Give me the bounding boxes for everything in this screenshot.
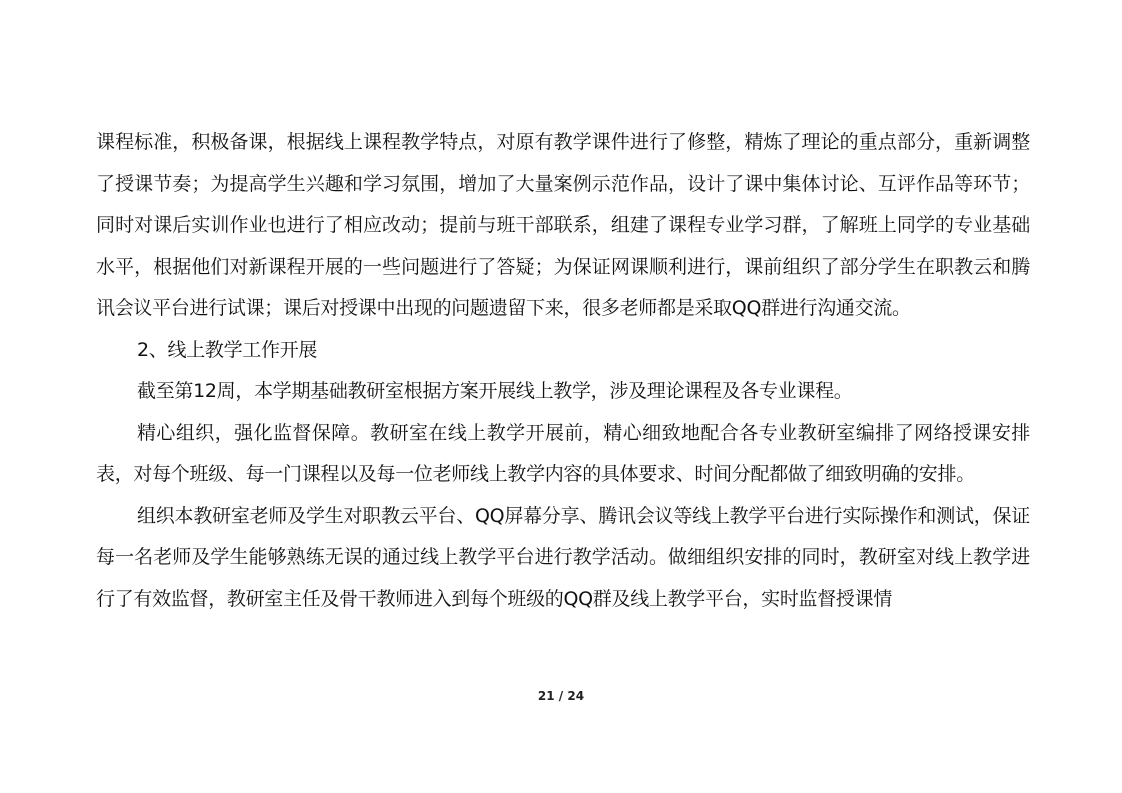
paragraph-week-summary: 截至第12周，本学期基础教研室根据方案开展线上教学，涉及理论课程及各专业课程。 <box>137 380 853 402</box>
document-body <box>96 122 1030 620</box>
paragraph-platform-testing: 组织本教研室老师及学生对职教云平台、QQ屏幕分享、腾讯会议等线上教学平台进行实际操作和测试，保证每一名老师及学生能够熟练无误的通过线上教学平台进行教学活动。做细组织安排的同时，教研室对线上教学进行了有效监督，教研室主任及骨干教师进入到每个班级的QQ群及线上教学平台，实时监督授课情 <box>96 504 1030 610</box>
paragraph-organization-supervision: 精心组织，强化监督保障。教研室在线上教学开展前，精心细致地配合各专业教研室编排了网络授课安排表，对每个班级、每一门课程以及每一位老师线上教学内容的具体要求、时间分配都做了细致明确的安排。 <box>96 421 1030 485</box>
page-number: 21 / 24 <box>537 689 585 703</box>
paragraph-course-preparation: 课程标准，积极备课，根据线上课程教学特点，对原有教学课件进行了修整，精炼了理论的重点部分，重新调整了授课节奏；为提高学生兴趣和学习氛围，增加了大量案例示范作品，设计了课中集体讨论、互评作品等环节；同时对课后实训作业也进行了相应改动；提前与班干部联系，组建了课程专业学习群，了解班上同学的专业基础水平，根据他们对新课程开展的一些问题进行了答疑；为保证网课顺利进行，课前组织了部分学生在职教云和腾讯会议平台进行试课；课后对授课中出现的问题遗留下来，很多老师都是采取QQ群进行沟通交流。 <box>96 131 1030 319</box>
section-heading-online-teaching: 2、线上教学工作开展 <box>137 338 318 361</box>
